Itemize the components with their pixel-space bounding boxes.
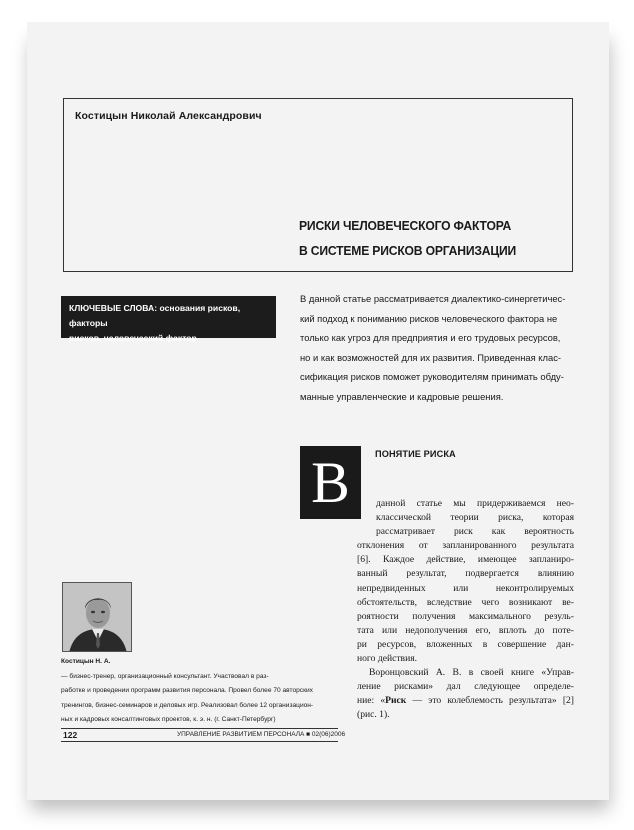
body-line: ванный результат, подвергается влиянию — [357, 568, 574, 580]
author-bio — [61, 655, 336, 728]
body-line: роятности получения максимального резуль- — [357, 610, 574, 622]
body-line: классической теории риска, которая — [376, 512, 574, 524]
abstract — [300, 289, 574, 407]
journal-page — [27, 22, 609, 800]
body-text-span: ние: « — [357, 695, 386, 707]
abstract-line: только как угроз для предприятия и его трудовых ресурсов, — [300, 332, 561, 344]
author-photo — [62, 582, 132, 652]
footer-rule — [61, 741, 338, 742]
bio-line: ных и кадровых консалтинговых проектов, к. э. н. (г. Санкт-Петербург) — [61, 716, 276, 724]
abstract-line: В данной статье рассматривается диалектико-синергетичес- — [300, 293, 566, 304]
body-line — [357, 694, 574, 708]
article-title — [299, 213, 547, 263]
body-text — [357, 497, 574, 723]
drop-cap: В — [300, 446, 361, 519]
abstract-line: но и как возможностей для их развития. Приведенная клас- — [300, 351, 562, 363]
body-line: [6]. Каждое действие, имеющее запланиро- — [357, 554, 574, 566]
risk-term: Риск — [385, 695, 407, 707]
keywords-box — [61, 296, 276, 343]
bio-text: — бизнес-тренер, организационный консультант. Участвовал в раз- — [61, 672, 269, 680]
body-line: Воронцовский А. В. в своей книге «Управ- — [369, 667, 574, 679]
bio-line: тренингов, бизнес-семинаров и деловых игр. Реализовал более 12 организацион- — [61, 701, 314, 709]
title-line: РИСКИ ЧЕЛОВЕЧЕСКОГО ФАКТОРА — [299, 218, 512, 233]
author-name: Костицын Николай Александрович — [75, 110, 262, 122]
body-line: непредвиденных или неконтролируемых — [357, 582, 574, 594]
bio-name: Костицын Н. А. — [61, 658, 111, 665]
page-number: 122 — [63, 730, 78, 740]
body-line: тата или недополучения его, вплоть до поте- — [357, 624, 574, 636]
keywords-text: рисков, человеческий фактор — [69, 333, 197, 343]
bio-line: работке и проведении программ развития персонала. Провел более 70 авторских — [61, 687, 313, 695]
body-line: отклонения от запланированного результата — [357, 540, 574, 552]
title-line: В СИСТЕМЕ РИСКОВ ОРГАНИЗАЦИИ — [299, 243, 517, 258]
keywords-text: основания рисков, факторы — [69, 303, 241, 328]
abstract-line: кий подход к пониманию рисков человеческого фактора не — [300, 312, 558, 324]
body-line: обстоятельств, вследствие чего возникают ве- — [357, 596, 574, 608]
keywords-label: КЛЮЧЕВЫЕ СЛОВА: — [69, 303, 158, 313]
journal-issue: УПРАВЛЕНИЕ РАЗВИТИЕМ ПЕРСОНАЛА ■ 02(06)2006 — [177, 731, 346, 738]
footer-rule — [61, 728, 338, 729]
body-line: данной статье мы придерживаемся нео- — [376, 498, 574, 509]
section-heading: ПОНЯТИЕ РИСКА — [375, 449, 456, 459]
body-line: ного действия. — [357, 653, 418, 665]
body-text-span: — это колеблемость результата» [2] — [406, 695, 574, 707]
body-line: (рис. 1). — [357, 709, 390, 721]
body-line: ление рисками» дал следующее определе- — [357, 681, 574, 693]
portrait-image — [63, 583, 132, 652]
body-line: рассматривает риск как вероятность — [376, 526, 574, 538]
bio-line — [61, 655, 336, 684]
abstract-line: сификация рисков поможет руководителям принимать обду- — [300, 371, 564, 383]
abstract-line: манные управленческие и кадровые решения. — [300, 390, 504, 402]
body-line: ри ресурсов, вложенных в совершение дан- — [357, 638, 574, 650]
